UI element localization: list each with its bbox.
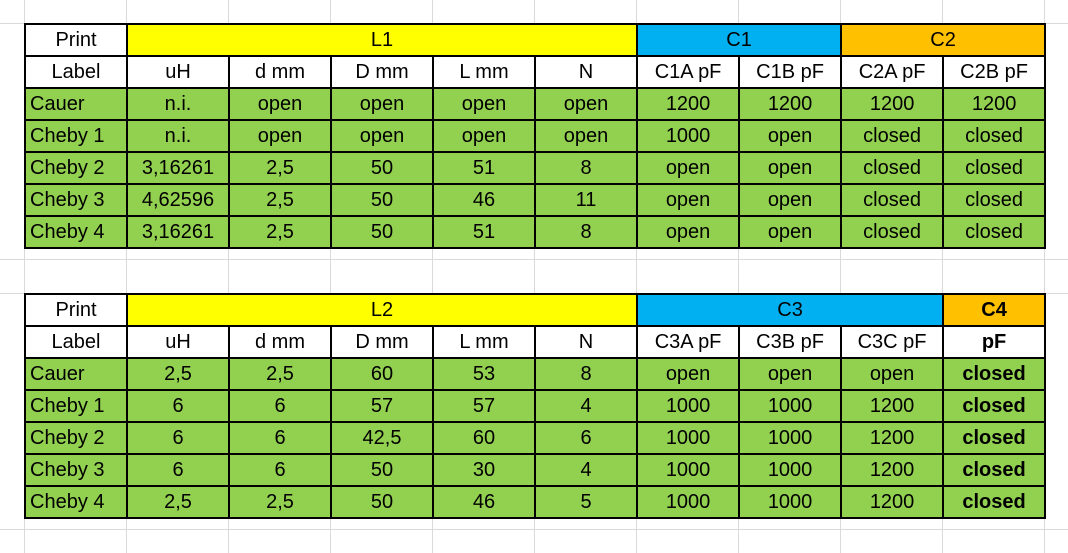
data-cell[interactable]: 2,5 <box>229 184 331 216</box>
data-cell[interactable]: 50 <box>331 486 433 518</box>
table-row <box>25 486 1045 518</box>
data-cell[interactable]: 53 <box>433 358 535 390</box>
header-cell[interactable]: uH <box>127 326 229 358</box>
data-cell[interactable]: 6 <box>229 390 331 422</box>
row-label-cell[interactable]: Cheby 3 <box>25 184 127 216</box>
data-cell[interactable]: closed <box>943 216 1045 248</box>
data-cell[interactable]: 1000 <box>637 390 739 422</box>
data-cell[interactable]: 1000 <box>637 454 739 486</box>
table-row <box>25 422 1045 454</box>
data-cell[interactable]: open <box>739 152 841 184</box>
data-cell[interactable]: closed <box>943 422 1045 454</box>
header-cell[interactable]: d mm <box>229 56 331 88</box>
data-cell[interactable]: closed <box>841 184 943 216</box>
data-cell[interactable]: 1200 <box>739 88 841 120</box>
row-label-cell[interactable]: Cheby 1 <box>25 120 127 152</box>
row-label-cell[interactable]: Cheby 1 <box>25 390 127 422</box>
data-cell[interactable]: 51 <box>433 216 535 248</box>
data-cell[interactable]: 4,62596 <box>127 184 229 216</box>
data-cell[interactable]: 1200 <box>841 486 943 518</box>
data-cell[interactable]: open <box>739 184 841 216</box>
data-cell[interactable]: closed <box>943 358 1045 390</box>
data-cell[interactable]: open <box>739 216 841 248</box>
data-cell[interactable]: 6 <box>535 422 637 454</box>
data-cell[interactable]: 1200 <box>637 88 739 120</box>
group-row <box>25 294 1045 326</box>
data-cell[interactable]: n.i. <box>127 120 229 152</box>
data-cell[interactable]: 50 <box>331 454 433 486</box>
data-cell[interactable]: open <box>637 358 739 390</box>
header-cell[interactable]: C1A pF <box>637 56 739 88</box>
data-cell[interactable]: closed <box>943 152 1045 184</box>
table-l1-c1-c2 <box>24 23 1046 249</box>
cell-group-c2[interactable]: C2 <box>841 24 1045 56</box>
header-cell[interactable]: C3C pF <box>841 326 943 358</box>
data-cell[interactable]: open <box>535 88 637 120</box>
header-cell[interactable]: d mm <box>229 326 331 358</box>
table-row <box>25 216 1045 248</box>
row-label-cell[interactable]: Cheby 2 <box>25 422 127 454</box>
data-cell[interactable]: 1000 <box>637 422 739 454</box>
data-cell[interactable]: 2,5 <box>229 486 331 518</box>
data-cell[interactable]: 6 <box>127 422 229 454</box>
data-cell[interactable]: 2,5 <box>229 358 331 390</box>
table-row <box>25 184 1045 216</box>
data-cell[interactable]: open <box>535 120 637 152</box>
data-cell[interactable]: 60 <box>331 358 433 390</box>
header-cell[interactable]: N <box>535 326 637 358</box>
table-row <box>25 358 1045 390</box>
data-cell[interactable]: open <box>229 120 331 152</box>
data-cell[interactable]: 11 <box>535 184 637 216</box>
data-cell[interactable]: open <box>433 120 535 152</box>
data-cell[interactable]: 4 <box>535 454 637 486</box>
header-cell[interactable]: C2B pF <box>943 56 1045 88</box>
data-cell[interactable]: closed <box>943 390 1045 422</box>
cell-group-l1[interactable]: L1 <box>127 24 637 56</box>
row-label-cell[interactable]: Cheby 4 <box>25 216 127 248</box>
data-cell[interactable]: 6 <box>229 454 331 486</box>
data-cell[interactable]: 1200 <box>841 88 943 120</box>
row-label-cell[interactable]: Cheby 4 <box>25 486 127 518</box>
data-cell[interactable]: 2,5 <box>229 216 331 248</box>
group-row <box>25 24 1045 56</box>
table-row <box>25 454 1045 486</box>
data-cell[interactable]: 6 <box>127 390 229 422</box>
data-cell[interactable]: open <box>637 216 739 248</box>
cell-group-c3[interactable]: C3 <box>637 294 943 326</box>
data-cell[interactable]: 6 <box>127 454 229 486</box>
data-cell[interactable]: 1000 <box>739 454 841 486</box>
data-cell[interactable]: 8 <box>535 152 637 184</box>
data-cell[interactable]: 50 <box>331 184 433 216</box>
header-cell[interactable]: C2A pF <box>841 56 943 88</box>
header-cell[interactable]: D mm <box>331 56 433 88</box>
data-cell[interactable]: closed <box>841 120 943 152</box>
data-cell[interactable]: 2,5 <box>127 486 229 518</box>
data-cell[interactable]: 42,5 <box>331 422 433 454</box>
data-cell[interactable]: 4 <box>535 390 637 422</box>
table-row <box>25 390 1045 422</box>
data-cell[interactable]: open <box>331 120 433 152</box>
row-label-cell[interactable]: Cheby 2 <box>25 152 127 184</box>
data-cell[interactable]: 50 <box>331 152 433 184</box>
header-cell[interactable]: L mm <box>433 326 535 358</box>
data-cell[interactable]: 3,16261 <box>127 152 229 184</box>
data-cell[interactable]: 8 <box>535 358 637 390</box>
data-cell[interactable]: 5 <box>535 486 637 518</box>
data-cell[interactable]: 46 <box>433 486 535 518</box>
row-label-cell[interactable]: Cheby 3 <box>25 454 127 486</box>
table-row <box>25 88 1045 120</box>
cell-group-c1[interactable]: C1 <box>637 24 841 56</box>
header-cell[interactable]: uH <box>127 56 229 88</box>
header-cell[interactable]: N <box>535 56 637 88</box>
data-cell[interactable]: closed <box>943 120 1045 152</box>
data-cell[interactable]: closed <box>841 216 943 248</box>
data-cell[interactable]: 50 <box>331 216 433 248</box>
data-cell[interactable]: open <box>739 358 841 390</box>
data-cell[interactable]: closed <box>841 152 943 184</box>
data-cell[interactable]: 2,5 <box>229 152 331 184</box>
header-cell[interactable]: C3A pF <box>637 326 739 358</box>
data-cell[interactable]: closed <box>943 486 1045 518</box>
data-cell[interactable]: open <box>637 184 739 216</box>
data-cell[interactable]: 57 <box>433 390 535 422</box>
data-cell[interactable]: open <box>637 152 739 184</box>
header-cell[interactable]: D mm <box>331 326 433 358</box>
data-cell[interactable]: 2,5 <box>127 358 229 390</box>
data-cell[interactable]: 1000 <box>739 486 841 518</box>
data-cell[interactable]: 1000 <box>637 120 739 152</box>
data-cell[interactable]: 1200 <box>841 454 943 486</box>
data-cell[interactable]: 1200 <box>841 422 943 454</box>
cell-print[interactable]: Print <box>25 294 127 326</box>
data-cell[interactable]: 60 <box>433 422 535 454</box>
data-cell[interactable]: closed <box>943 184 1045 216</box>
data-cell[interactable]: 57 <box>331 390 433 422</box>
data-cell[interactable]: 1200 <box>943 88 1045 120</box>
data-cell[interactable]: open <box>433 88 535 120</box>
header-cell[interactable]: Label <box>25 56 127 88</box>
header-cell[interactable]: pF <box>943 326 1045 358</box>
data-cell[interactable]: open <box>841 358 943 390</box>
data-cell[interactable]: 1000 <box>739 390 841 422</box>
row-label-cell[interactable]: Cauer <box>25 358 127 390</box>
cell-group-c4[interactable]: C4 <box>943 294 1045 326</box>
header-cell[interactable]: C3B pF <box>739 326 841 358</box>
data-cell[interactable]: 51 <box>433 152 535 184</box>
data-cell[interactable]: open <box>229 88 331 120</box>
data-cell[interactable]: 1000 <box>739 422 841 454</box>
data-cell[interactable]: 6 <box>229 422 331 454</box>
data-cell[interactable]: 30 <box>433 454 535 486</box>
cell-print[interactable]: Print <box>25 24 127 56</box>
data-cell[interactable]: 1000 <box>637 486 739 518</box>
header-row <box>25 56 1045 88</box>
data-cell[interactable]: closed <box>943 454 1045 486</box>
header-row <box>25 326 1045 358</box>
data-cell[interactable]: 8 <box>535 216 637 248</box>
header-cell[interactable]: L mm <box>433 56 535 88</box>
table-l2-c3-c4 <box>24 293 1046 519</box>
table-row <box>25 152 1045 184</box>
header-cell[interactable]: Label <box>25 326 127 358</box>
row-label-cell[interactable]: Cauer <box>25 88 127 120</box>
header-cell[interactable]: C1B pF <box>739 56 841 88</box>
data-cell[interactable]: open <box>331 88 433 120</box>
data-cell[interactable]: 1200 <box>841 390 943 422</box>
table-row <box>25 120 1045 152</box>
data-cell[interactable]: n.i. <box>127 88 229 120</box>
data-cell[interactable]: open <box>739 120 841 152</box>
data-cell[interactable]: 3,16261 <box>127 216 229 248</box>
data-cell[interactable]: 46 <box>433 184 535 216</box>
cell-group-l2[interactable]: L2 <box>127 294 637 326</box>
